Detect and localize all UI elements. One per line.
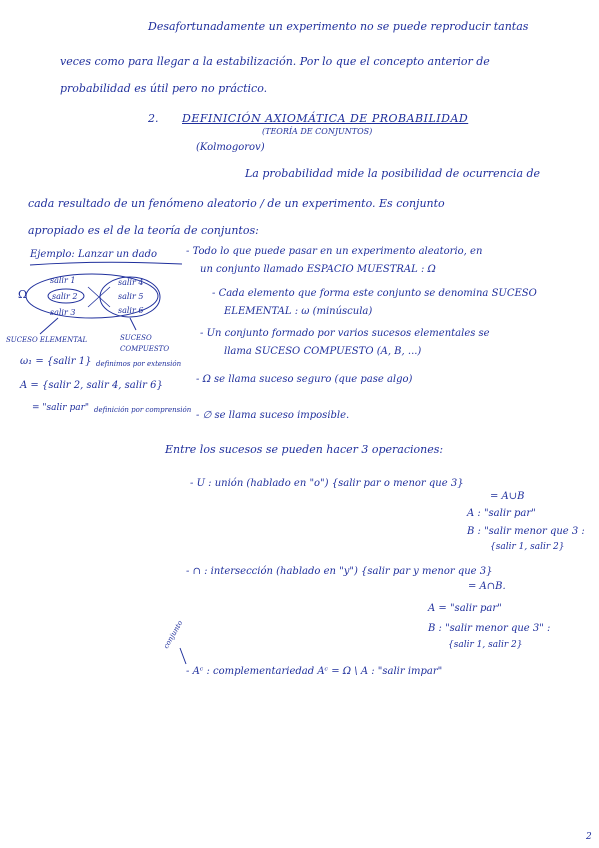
section-subtitle: (TEORÍA DE CONJUNTOS) [262,127,373,136]
omega-symbol: Ω [18,288,28,301]
bullet-5: - ∅ se llama suceso imposible. [196,410,350,421]
die-outcome-1: salir 1 [50,276,76,285]
intersection-b-set: {salir 1, salir 2} [448,640,523,650]
intersection-formula: = A∩B. [468,581,506,592]
bullet-3-line-1: - Un conjunto formado por varios sucesos elementales se [200,328,490,339]
body-line-2: cada resultado de un fenómeno aleatorio / de un experimento. Es conjunto [28,197,445,210]
die-outcome-4: salir 4 [118,278,144,287]
union-a: A : "salir par" [467,508,536,519]
a-definition: A = {salir 2, salir 4, salir 6} [20,380,163,391]
intersection-b: B : "salir menor que 3" : [428,623,551,634]
die-outcome-5: salir 5 [118,292,144,301]
bullet-2-line-2: ELEMENTAL : ω (minúscula) [224,306,373,317]
page-number: 2 [586,832,592,842]
union-formula: = A∪B [490,491,525,502]
example-label: Ejemplo: Lanzar un dado [30,249,158,260]
label-suceso-compuesto: SUCESO COMPUESTO [120,334,170,353]
bullet-2-line-1: - Cada elemento que forma este conjunto se denomina SUCESO [212,288,537,299]
section-title: DEFINICIÓN AXIOMÁTICA DE PROBABILIDAD [182,112,469,125]
complement-line: - Aᶜ : complementariedad Aᶜ = Ω \ A : "salir impar" [186,666,443,677]
intersection-a: A = "salir par" [428,603,502,614]
body-line-1: La probabilidad mide la posibilidad de ocurrencia de [245,167,541,180]
union-b: B : "salir menor que 3 : [467,526,585,537]
die-outcome-6: salir 6 [118,306,144,315]
author: (Kolmogorov) [196,142,265,153]
union-line: - U : unión (hablado en "o") {salir par o menor que 3} [190,478,464,489]
label-suceso-elemental: SUCESO ELEMENTAL [6,336,88,344]
operations-intro: Entre los sucesos se pueden hacer 3 operaciones: [165,443,444,456]
complement-note: conjunto [162,619,185,650]
intro-line-2: veces como para llegar a la estabilización. Por lo que el concepto anterior de [60,55,490,68]
arrow-elemental [40,318,58,334]
bullet-1-line-2: un conjunto llamado ESPACIO MUESTRAL : Ω [200,264,436,275]
intersection-line: - ∩ : intersección (hablado en "y") {salir par y menor que 3} [186,566,493,577]
bullet-1-line-1: - Todo lo que puede pasar en un experimento aleatorio, en [186,246,483,257]
a-comprehension-note: definición por comprensión [94,406,192,414]
bullet-3-line-2: llama SUCESO COMPUESTO (A, B, ...) [224,346,422,357]
omega1-definition: ω₁ = {salir 1} [20,356,92,367]
omega1-note: definimos por extensión [96,360,182,368]
intro-line-1: Desafortunadamente un experimento no se puede reproducir tantas [148,20,529,33]
section-number: 2. [148,112,159,125]
intro-line-3: probabilidad es útil pero no práctico. [60,82,268,95]
bullet-4: - Ω se llama suceso seguro (que pase algo) [196,374,413,385]
arrow-compuesto [130,318,136,330]
a-comprehension: = "salir par" [32,403,90,413]
die-outcome-2: salir 2 [52,292,78,301]
example-underline [30,262,182,265]
die-outcome-3: salir 3 [50,308,76,317]
body-line-3: apropiado es el de la teoría de conjuntos: [28,224,259,237]
arrow-complemento [180,648,186,664]
union-b-set: {salir 1, salir 2} [490,542,565,552]
